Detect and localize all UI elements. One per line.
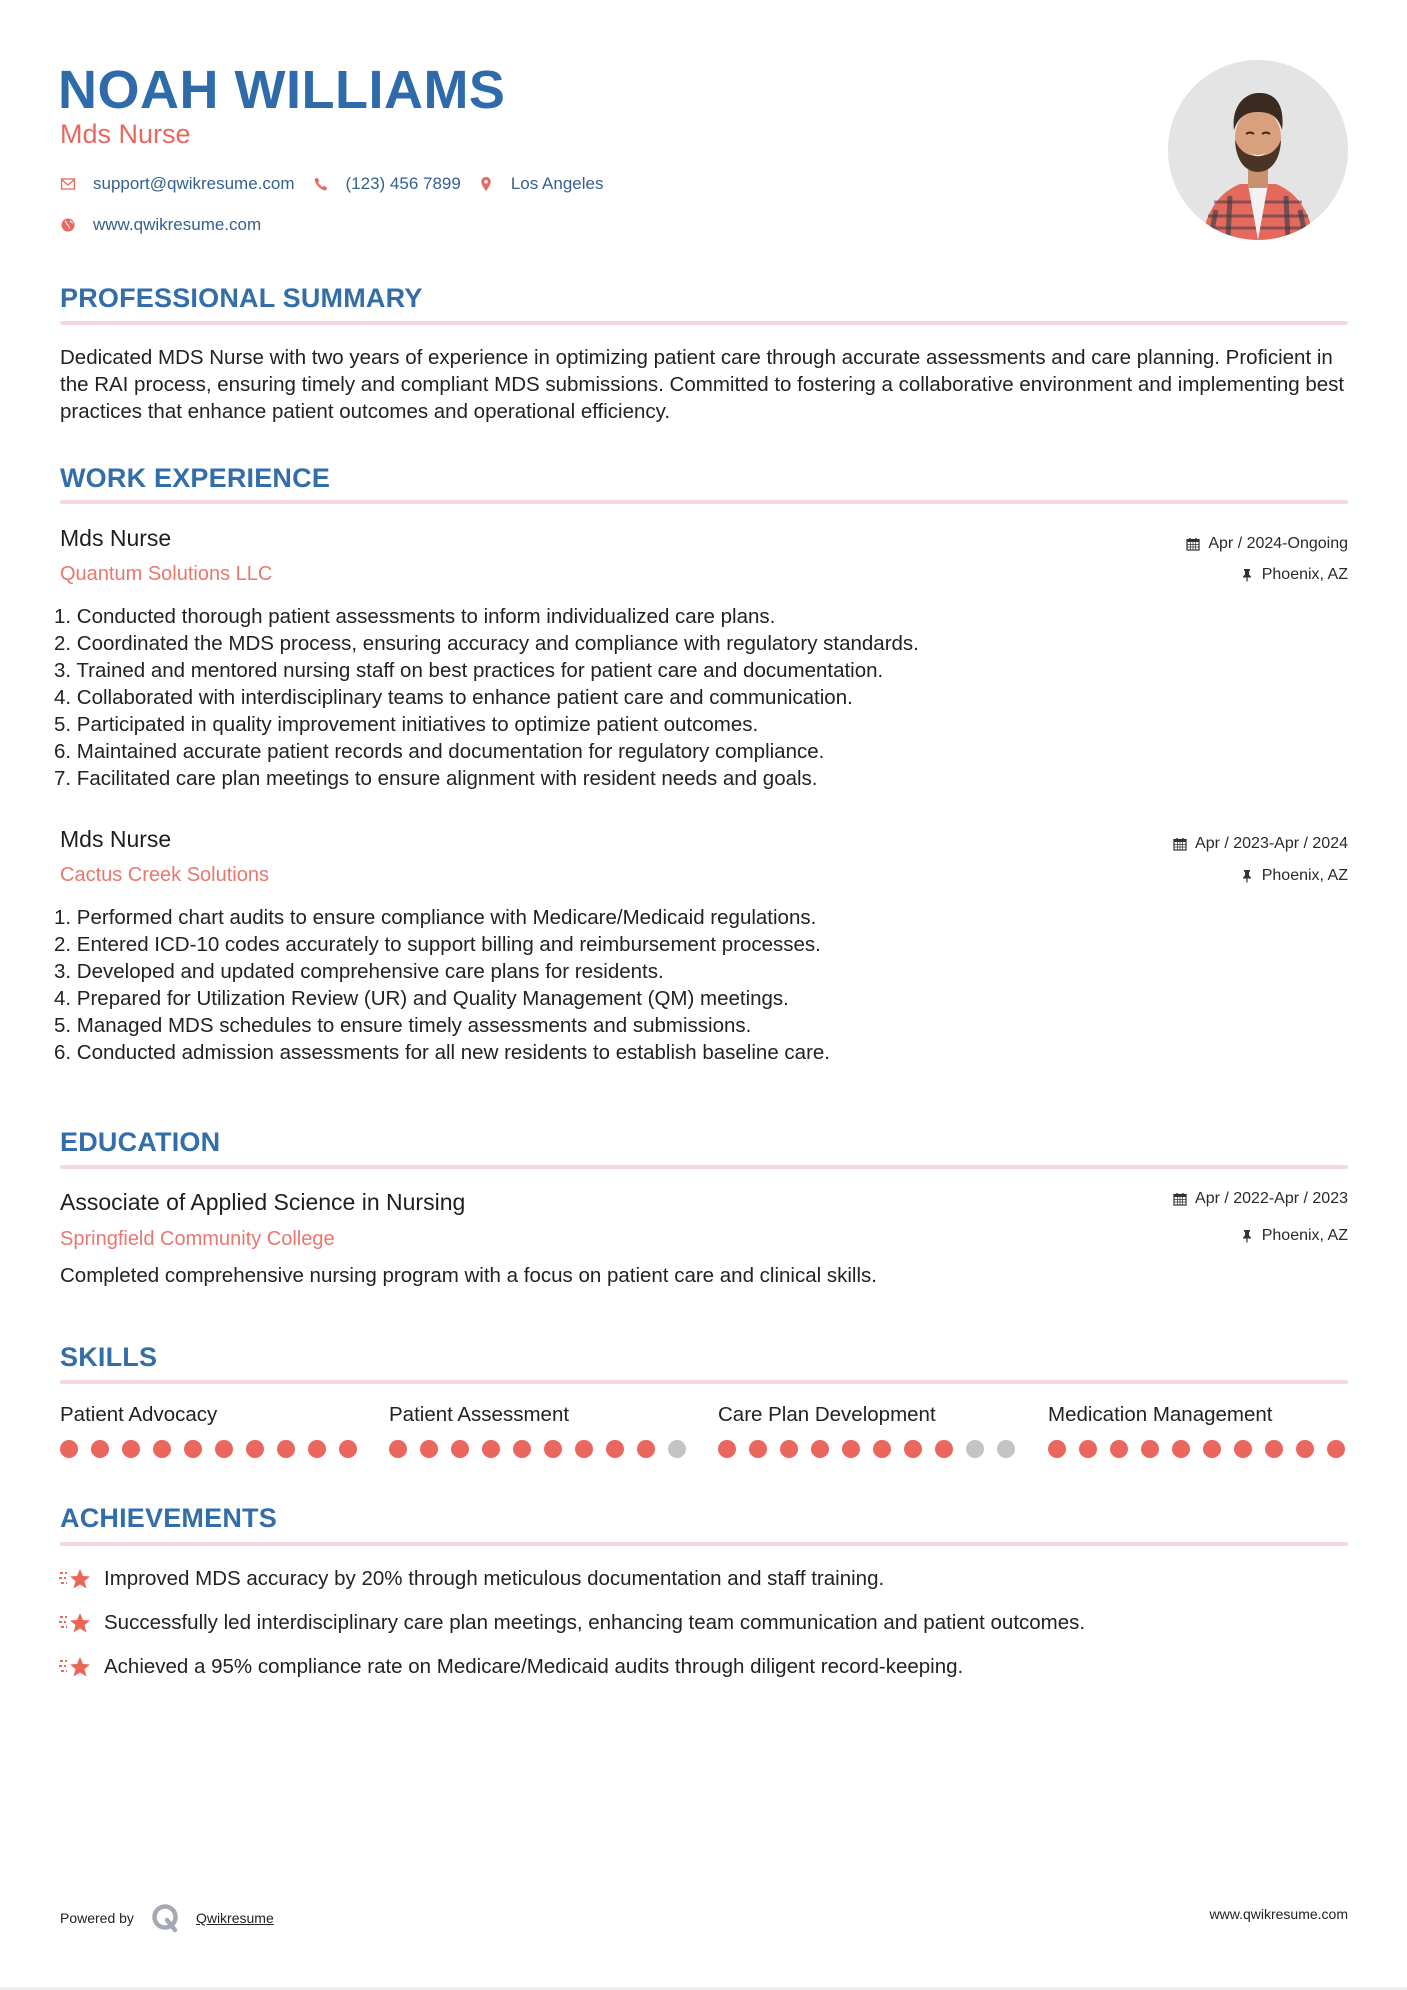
qwikresume-link[interactable]: Qwikresume (195, 1910, 274, 1926)
candidate-name: NOAH WILLIAMS (58, 60, 506, 120)
skill-name: Medication Management (1048, 1403, 1273, 1426)
education-location (1240, 1226, 1348, 1246)
rating-dot-filled (935, 1440, 953, 1458)
list-item: 6. Conducted admission assessments for all new residents to establish baseline care. (54, 1041, 830, 1064)
qwikresume-logo-icon (150, 1902, 182, 1934)
rating-dot-filled (1327, 1440, 1345, 1458)
calendar-icon (1186, 537, 1200, 551)
avatar-photo (1168, 60, 1348, 240)
contact-row-primary (60, 173, 603, 195)
rating-dot-filled (451, 1440, 469, 1458)
skill-rating (1048, 1440, 1358, 1458)
shooting-star-icon (58, 1610, 92, 1636)
rating-dot-filled (637, 1440, 655, 1458)
list-item: 1. Conducted thorough patient assessments to inform individualized care plans. (54, 605, 776, 628)
rating-dot-filled (1234, 1440, 1252, 1458)
achievement-text: Achieved a 95% compliance rate on Medicare/Medicaid audits through diligent record-keeping. (104, 1655, 964, 1678)
avatar (1168, 60, 1348, 240)
rating-dot-filled (575, 1440, 593, 1458)
job-location-text: Phoenix, AZ (1261, 867, 1348, 884)
rating-dot-filled (544, 1440, 562, 1458)
education-location-text: Phoenix, AZ (1261, 1227, 1348, 1244)
job-location-text: Phoenix, AZ (1261, 566, 1348, 583)
section-heading-experience: WORK EXPERIENCE (60, 463, 331, 493)
list-item: 3. Developed and updated comprehensive care plans for residents. (54, 960, 664, 983)
rating-dot-filled (1172, 1440, 1190, 1458)
skill-item (1048, 1402, 1358, 1458)
rating-dot-filled (780, 1440, 798, 1458)
calendar-icon (1173, 837, 1187, 851)
contact-email[interactable]: support@qwikresume.com (93, 174, 295, 193)
map-pin-icon (478, 176, 494, 192)
section-heading-skills: SKILLS (60, 1342, 158, 1372)
pushpin-icon (1240, 869, 1254, 883)
contact-location: Los Angeles (510, 174, 604, 193)
list-item: 4. Prepared for Utilization Review (UR) and Quality Management (QM) meetings. (54, 987, 789, 1010)
job-dates-text: Apr / 2023-Apr / 2024 (1195, 835, 1348, 852)
powered-by-label: Powered by (60, 1910, 134, 1926)
skill-name: Care Plan Development (718, 1403, 936, 1426)
rating-dot-filled (513, 1440, 531, 1458)
phone-icon (313, 176, 329, 192)
skill-item (60, 1402, 370, 1458)
contact-phone[interactable]: (123) 456 7899 (345, 174, 461, 193)
achievement-item (58, 1566, 884, 1592)
rating-dot-filled (339, 1440, 357, 1458)
job-title: Mds Nurse (60, 826, 172, 852)
job-location (1240, 565, 1348, 585)
rating-dot-filled (904, 1440, 922, 1458)
rating-dot-filled (389, 1440, 407, 1458)
rating-dot-filled (1048, 1440, 1066, 1458)
rating-dot-filled (1110, 1440, 1128, 1458)
section-divider (60, 1165, 1348, 1169)
rating-dot-filled (606, 1440, 624, 1458)
rating-dot-filled (749, 1440, 767, 1458)
rating-dot-filled (718, 1440, 736, 1458)
job-dates-text: Apr / 2024-Ongoing (1208, 535, 1348, 552)
rating-dot-filled (1079, 1440, 1097, 1458)
job-company: Quantum Solutions LLC (60, 563, 273, 585)
skill-rating (718, 1440, 1028, 1458)
rating-dot-filled (277, 1440, 295, 1458)
job-location (1240, 866, 1348, 886)
skill-rating (60, 1440, 370, 1458)
rating-dot-filled (153, 1440, 171, 1458)
job-company: Cactus Creek Solutions (60, 864, 269, 886)
skill-rating (389, 1440, 699, 1458)
globe-icon (60, 217, 76, 233)
section-heading-summary: PROFESSIONAL SUMMARY (60, 283, 423, 313)
section-divider (60, 1542, 1348, 1546)
achievement-item (58, 1610, 1085, 1636)
job-title: Mds Nurse (60, 525, 172, 551)
skill-item (718, 1402, 1028, 1458)
rating-dot-filled (184, 1440, 202, 1458)
rating-dot-filled (873, 1440, 891, 1458)
footer-website[interactable]: www.qwikresume.com (1209, 1906, 1348, 1922)
skill-name: Patient Assessment (389, 1403, 570, 1426)
section-heading-achievements: ACHIEVEMENTS (60, 1503, 277, 1533)
section-divider (60, 500, 1348, 504)
rating-dot-filled (811, 1440, 829, 1458)
section-divider (60, 1380, 1348, 1384)
achievement-text: Successfully led interdisciplinary care plan meetings, enhancing team communication and patient outcomes. (104, 1611, 1086, 1634)
footer-powered-by (60, 1902, 274, 1934)
rating-dot-filled (60, 1440, 78, 1458)
calendar-icon (1173, 1192, 1187, 1206)
list-item: 1. Performed chart audits to ensure compliance with Medicare/Medicaid regulations. (54, 906, 817, 929)
skill-item (389, 1402, 699, 1458)
rating-dot-filled (1296, 1440, 1314, 1458)
skill-name: Patient Advocacy (60, 1403, 218, 1426)
rating-dot-filled (1265, 1440, 1283, 1458)
rating-dot-filled (215, 1440, 233, 1458)
contact-row-secondary (60, 214, 261, 236)
candidate-title: Mds Nurse (60, 119, 191, 149)
school-name: Springfield Community College (60, 1228, 335, 1250)
job-bullets (54, 603, 919, 792)
education-dates (1173, 1189, 1348, 1209)
rating-dot-filled (420, 1440, 438, 1458)
rating-dot-filled (122, 1440, 140, 1458)
rating-dot-filled (246, 1440, 264, 1458)
rating-dot-filled (1203, 1440, 1221, 1458)
achievement-item (58, 1654, 963, 1680)
list-item: 2. Coordinated the MDS process, ensuring accuracy and compliance with regulatory standards. (54, 632, 919, 655)
list-item: 4. Collaborated with interdisciplinary teams to enhance patient care and communication. (54, 686, 853, 709)
job-bullets (54, 904, 830, 1066)
rating-dot-filled (91, 1440, 109, 1458)
pushpin-icon (1240, 568, 1254, 582)
rating-dot-filled (308, 1440, 326, 1458)
section-heading-education: EDUCATION (60, 1127, 221, 1157)
list-item: 5. Managed MDS schedules to ensure timely assessments and submissions. (54, 1014, 752, 1037)
achievement-text: Improved MDS accuracy by 20% through meticulous documentation and staff training. (104, 1567, 885, 1590)
education-dates-text: Apr / 2022-Apr / 2023 (1195, 1190, 1348, 1207)
summary-text: Dedicated MDS Nurse with two years of experience in optimizing patient care through accurate assessments and care planning. Proficient in the RAI process, ensuring timely and compliant MDS submissions. Committed to fostering a collaborative environment and implementing best practices that enhance patient outcomes and operational efficiency. (60, 346, 1345, 423)
rating-dot-empty (668, 1440, 686, 1458)
section-divider (60, 321, 1348, 325)
rating-dot-filled (482, 1440, 500, 1458)
rating-dot-filled (1141, 1440, 1159, 1458)
degree-title: Associate of Applied Science in Nursing (60, 1189, 466, 1215)
pushpin-icon (1240, 1229, 1254, 1243)
job-dates (1186, 534, 1348, 554)
rating-dot-filled (842, 1440, 860, 1458)
envelope-icon (60, 176, 76, 192)
job-dates (1173, 834, 1348, 854)
list-item: 3. Trained and mentored nursing staff on best practices for patient care and documentation. (54, 659, 884, 682)
list-item: 2. Entered ICD-10 codes accurately to support billing and reimbursement processes. (54, 933, 821, 956)
shooting-star-icon (58, 1654, 92, 1680)
education-description: Completed comprehensive nursing program with a focus on patient care and clinical skills. (60, 1264, 877, 1287)
list-item: 7. Facilitated care plan meetings to ensure alignment with resident needs and goals. (54, 767, 818, 790)
rating-dot-empty (997, 1440, 1015, 1458)
list-item: 5. Participated in quality improvement initiatives to optimize patient outcomes. (54, 713, 759, 736)
shooting-star-icon (58, 1566, 92, 1592)
rating-dot-empty (966, 1440, 984, 1458)
list-item: 6. Maintained accurate patient records and documentation for regulatory compliance. (54, 740, 825, 763)
contact-website[interactable]: www.qwikresume.com (93, 215, 262, 234)
